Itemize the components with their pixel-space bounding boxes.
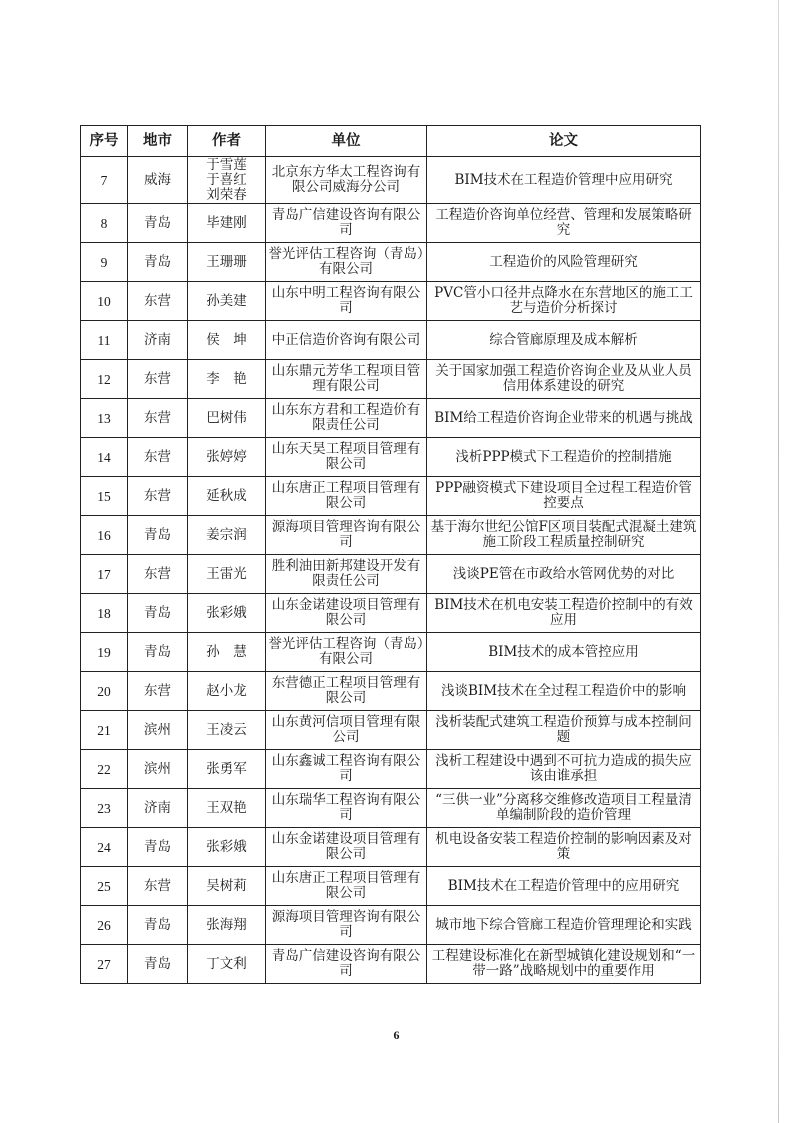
cell-unit: 山东唐正工程项目管理有限公司 — [266, 477, 427, 516]
cell-city: 青岛 — [128, 945, 188, 984]
cell-author: 李 艳 — [188, 360, 266, 399]
cell-author: 张彩娥 — [188, 828, 266, 867]
cell-city: 青岛 — [128, 594, 188, 633]
cell-paper: 机电设备安装工程造价控制的影响因素及对策 — [427, 828, 701, 867]
cell-author: 丁文利 — [188, 945, 266, 984]
header-author: 作者 — [188, 126, 266, 157]
cell-num: 17 — [81, 555, 128, 594]
cell-paper: 浅析PPP模式下工程造价的控制措施 — [427, 438, 701, 477]
cell-city: 青岛 — [128, 828, 188, 867]
cell-unit: 北京东方华太工程咨询有限公司威海分公司 — [266, 157, 427, 204]
cell-unit: 源海项目管理咨询有限公司 — [266, 906, 427, 945]
cell-author: 张勇军 — [188, 750, 266, 789]
cell-city: 济南 — [128, 321, 188, 360]
cell-author: 孙 慧 — [188, 633, 266, 672]
cell-num: 10 — [81, 282, 128, 321]
cell-num: 13 — [81, 399, 128, 438]
cell-city: 滨州 — [128, 711, 188, 750]
cell-city: 青岛 — [128, 243, 188, 282]
cell-author: 于雪莲 于喜红 刘荣春 — [188, 157, 266, 204]
table-row — [81, 633, 701, 672]
table-row — [81, 867, 701, 906]
cell-num: 14 — [81, 438, 128, 477]
cell-paper: “三供一业”分离移交维修改造项目工程量清单编制阶段的造价管理 — [427, 789, 701, 828]
table-row — [81, 438, 701, 477]
table-row — [81, 672, 701, 711]
cell-num: 20 — [81, 672, 128, 711]
cell-city: 威海 — [128, 157, 188, 204]
cell-author: 孙美建 — [188, 282, 266, 321]
cell-city: 东营 — [128, 477, 188, 516]
cell-unit: 青岛广信建设咨询有限公司 — [266, 204, 427, 243]
cell-unit: 源海项目管理咨询有限公司 — [266, 516, 427, 555]
cell-num: 22 — [81, 750, 128, 789]
cell-unit: 誉光评估工程咨询（青岛）有限公司 — [266, 633, 427, 672]
cell-city: 东营 — [128, 360, 188, 399]
cell-num: 21 — [81, 711, 128, 750]
cell-num: 15 — [81, 477, 128, 516]
cell-author: 赵小龙 — [188, 672, 266, 711]
table-header-row — [81, 126, 701, 157]
table-row — [81, 157, 701, 204]
cell-author: 毕建刚 — [188, 204, 266, 243]
cell-paper: BIM给工程造价咨询企业带来的机遇与挑战 — [427, 399, 701, 438]
cell-paper: 浅谈PE管在市政给水管网优势的对比 — [427, 555, 701, 594]
paper-list-table — [80, 125, 701, 984]
cell-author: 侯 坤 — [188, 321, 266, 360]
table-row — [81, 789, 701, 828]
table-row — [81, 906, 701, 945]
cell-city: 东营 — [128, 438, 188, 477]
cell-unit: 青岛广信建设咨询有限公司 — [266, 945, 427, 984]
cell-num: 9 — [81, 243, 128, 282]
cell-unit: 东营德正工程项目管理有限公司 — [266, 672, 427, 711]
cell-unit: 山东金诺建设项目管理有限公司 — [266, 594, 427, 633]
cell-city: 青岛 — [128, 906, 188, 945]
header-city: 地市 — [128, 126, 188, 157]
cell-paper: 城市地下综合管廊工程造价管理理论和实践 — [427, 906, 701, 945]
cell-num: 16 — [81, 516, 128, 555]
cell-author: 张彩娥 — [188, 594, 266, 633]
header-num: 序号 — [81, 126, 128, 157]
table-row — [81, 243, 701, 282]
table-row — [81, 516, 701, 555]
table-row — [81, 711, 701, 750]
cell-city: 青岛 — [128, 516, 188, 555]
cell-paper: PVC管小口径井点降水在东营地区的施工工艺与造价分析探讨 — [427, 282, 701, 321]
cell-paper: 浅析装配式建筑工程造价预算与成本控制问题 — [427, 711, 701, 750]
header-paper: 论文 — [427, 126, 701, 157]
cell-city: 青岛 — [128, 204, 188, 243]
cell-unit: 山东鼎元芳华工程项目管理有限公司 — [266, 360, 427, 399]
cell-city: 东营 — [128, 399, 188, 438]
cell-unit: 山东鑫诚工程咨询有限公司 — [266, 750, 427, 789]
cell-paper: 工程建设标准化在新型城镇化建设规划和“一带一路”战略规划中的重要作用 — [427, 945, 701, 984]
cell-author: 吴树莉 — [188, 867, 266, 906]
cell-unit: 誉光评估工程咨询（青岛）有限公司 — [266, 243, 427, 282]
cell-paper: 工程造价咨询单位经营、管理和发展策略研究 — [427, 204, 701, 243]
cell-city: 东营 — [128, 867, 188, 906]
cell-city: 东营 — [128, 555, 188, 594]
scan-edge-line — [778, 0, 779, 1123]
cell-author: 张婷婷 — [188, 438, 266, 477]
cell-paper: 关于国家加强工程造价咨询企业及从业人员信用体系建设的研究 — [427, 360, 701, 399]
cell-num: 24 — [81, 828, 128, 867]
cell-author: 王珊珊 — [188, 243, 266, 282]
cell-author: 王雷光 — [188, 555, 266, 594]
cell-unit: 中正信造价咨询有限公司 — [266, 321, 427, 360]
table-row — [81, 477, 701, 516]
table-row — [81, 945, 701, 984]
cell-unit: 胜利油田新邦建设开发有限责任公司 — [266, 555, 427, 594]
cell-num: 8 — [81, 204, 128, 243]
table-row — [81, 321, 701, 360]
cell-paper: 浅析工程建设中遇到不可抗力造成的损失应该由谁承担 — [427, 750, 701, 789]
cell-num: 11 — [81, 321, 128, 360]
cell-unit: 山东天昊工程项目管理有限公司 — [266, 438, 427, 477]
table-row — [81, 594, 701, 633]
cell-unit: 山东唐正工程项目管理有限公司 — [266, 867, 427, 906]
cell-num: 18 — [81, 594, 128, 633]
cell-paper: 浅谈BIM技术在全过程工程造价中的影响 — [427, 672, 701, 711]
cell-paper: BIM技术在工程造价管理中应用研究 — [427, 157, 701, 204]
table-row — [81, 360, 701, 399]
table-row — [81, 399, 701, 438]
cell-author: 张海翔 — [188, 906, 266, 945]
cell-paper: BIM技术的成本管控应用 — [427, 633, 701, 672]
cell-city: 济南 — [128, 789, 188, 828]
cell-author: 王双艳 — [188, 789, 266, 828]
header-unit: 单位 — [266, 126, 427, 157]
cell-city: 滨州 — [128, 750, 188, 789]
cell-num: 25 — [81, 867, 128, 906]
cell-city: 东营 — [128, 282, 188, 321]
table-body — [81, 157, 701, 984]
cell-unit: 山东金诺建设项目管理有限公司 — [266, 828, 427, 867]
cell-unit: 山东瑞华工程咨询有限公司 — [266, 789, 427, 828]
cell-paper: PPP融资模式下建设项目全过程工程造价管控要点 — [427, 477, 701, 516]
cell-paper: 基于海尔世纪公馆F区项目装配式混凝土建筑施工阶段工程质量控制研究 — [427, 516, 701, 555]
cell-paper: 工程造价的风险管理研究 — [427, 243, 701, 282]
cell-num: 19 — [81, 633, 128, 672]
cell-author: 姜宗润 — [188, 516, 266, 555]
cell-unit: 山东东方君和工程造价有限责任公司 — [266, 399, 427, 438]
cell-unit: 山东黄河信项目管理有限公司 — [266, 711, 427, 750]
cell-num: 7 — [81, 157, 128, 204]
cell-unit: 山东中明工程咨询有限公司 — [266, 282, 427, 321]
cell-author: 王凌云 — [188, 711, 266, 750]
table-row — [81, 750, 701, 789]
table-row — [81, 282, 701, 321]
cell-num: 27 — [81, 945, 128, 984]
cell-author: 延秋成 — [188, 477, 266, 516]
cell-paper: 综合管廊原理及成本解析 — [427, 321, 701, 360]
table-row — [81, 555, 701, 594]
cell-num: 26 — [81, 906, 128, 945]
cell-num: 12 — [81, 360, 128, 399]
cell-paper: BIM技术在工程造价管理中的应用研究 — [427, 867, 701, 906]
cell-city: 青岛 — [128, 633, 188, 672]
table-row — [81, 828, 701, 867]
table-row — [81, 204, 701, 243]
cell-num: 23 — [81, 789, 128, 828]
cell-city: 东营 — [128, 672, 188, 711]
cell-author: 巴树伟 — [188, 399, 266, 438]
page-number: 6 — [393, 1028, 400, 1042]
cell-paper: BIM技术在机电安装工程造价控制中的有效应用 — [427, 594, 701, 633]
